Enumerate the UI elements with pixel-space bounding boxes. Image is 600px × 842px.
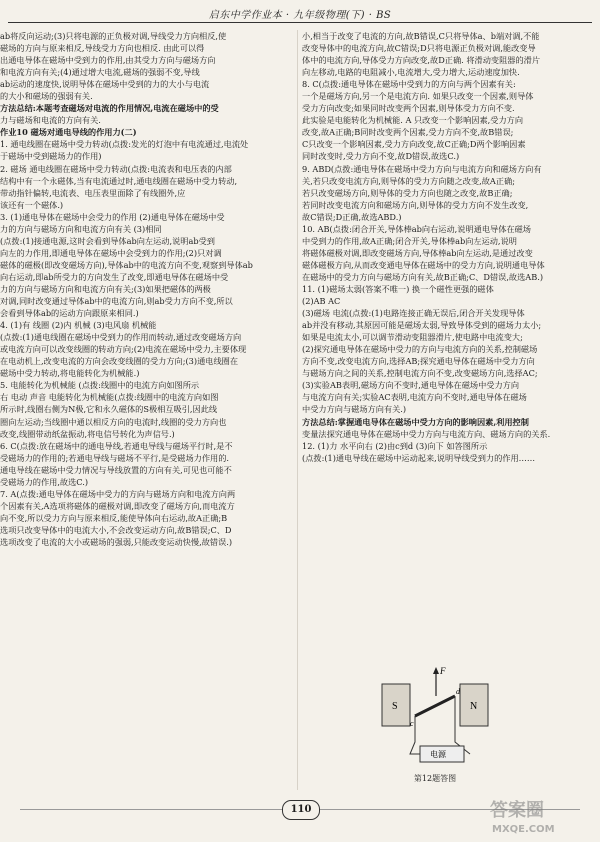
watermark-url: MXQE.COM [492, 824, 555, 835]
text-line: 力的方向与磁场方向和电流方向有关 (3)相同 [0, 223, 162, 234]
label-f: F [440, 666, 446, 676]
text-line: 会看到导体ab的运动方向跟原来相同.) [0, 308, 139, 319]
label-d: d [456, 687, 460, 696]
text-line: 3. (1)通电导体在磁场中会受力的作用 (2)通电导体在磁场中受 [0, 211, 225, 222]
text-line: 中受力方向与磁场方向有关.) [302, 404, 407, 415]
text-line: ab运动的速度快,说明导体在磁场中受到的力的大小与电流 [0, 79, 210, 90]
text-line: 结构中有一个永磁体,当有电流通过时,通电线圈在磁场中受力转动, [0, 175, 238, 186]
text-line: 中受到力的作用,故A正确;闭合开关,导体棒ab向左运动,说明 [302, 235, 517, 246]
text-line: 向左移动,电路的电阻减小,电流增大,受力增大,运动速度加快. [302, 67, 520, 78]
text-line: 该还有一个磁体.) [0, 199, 64, 210]
header-title: 启东中学作业本 · 九年级物理(下) · BS [208, 10, 392, 21]
text-line: 方法总结:掌握通电导体在磁场中受力方向的影响因素,利用控制 [302, 416, 529, 427]
text-line: 所示时,线圈右侧为N极,它和永久磁体的S极相互吸引,因此线 [0, 404, 218, 415]
text-line: 通电导线在磁场中受力情况与导线放置的方向有关,可见也可能不 [0, 464, 232, 475]
text-line: 对调,同时改变通过导体ab中的电流方向,则ab受力方向不变,所以 [0, 296, 233, 307]
page-number: 110 [282, 800, 320, 820]
text-line: 5. 电能转化为机械能 (点拨:线圈中的电流方向如图所示 [0, 380, 200, 391]
text-line: 将磁体磁极对调,即改变磁场方向,导体棒ab向左运动,是通过改变 [302, 247, 533, 258]
text-line: (3)磁场 电流(点拨:(1)电路连接正确无误后,闭合开关发现导体 [302, 308, 525, 319]
text-line: C只改变一个影响因素,受力方向改变,故C正确;D两个影响因素 [302, 139, 526, 150]
label-s: S [392, 701, 398, 712]
figure-caption: 第12题答图 [413, 774, 457, 783]
text-line: 受磁场力的作用的;若通电导线与磁场不平行,是受磁场力作用的. [0, 452, 230, 463]
left-column [0, 30, 292, 548]
text-line: 受磁场力的作用,故选C.) [0, 476, 89, 487]
text-line: 9. ABD(点拨:通电导体在磁场中受力方向与电流方向和磁场方向有 [302, 163, 542, 174]
text-line: 一个是磁场方向,另一个是电流方向. 如果只改变一个因素,则导体 [302, 91, 534, 102]
text-line: 方向不变,改变电流方向,选择AB;探究通电导体在磁场中受力方向 [302, 356, 535, 367]
text-line: 和电流方向有关;(4)通过增大电流,磁场的强弱不变,导线 [0, 67, 200, 78]
text-line: 选项只改变导体中的电流大小,不会改变运动方向,故B错误;C、D [0, 524, 232, 535]
text-line: 磁体磁极方向,从而改变通电导体在磁场中的受力方向,说明通电导体 [302, 259, 545, 270]
text-line: (2)AB AC [302, 296, 341, 307]
text-line: 若只改变磁场方向,则导体的受力方向也随之改变,故B正确; [302, 187, 513, 198]
text-line: 于磁场中受到磁场力的作用) [0, 151, 102, 162]
text-line: 4. (1)有 线圈 (2)内 机械 (3)电风扇 机械能 [0, 320, 157, 331]
text-line: 向不变,所以受力方向与原来相反,能使导体向右运动,故A正确;B [0, 512, 228, 523]
text-line: 磁场的方向与原来相反,导线受力方向也相反. 由此可以得 [0, 43, 205, 54]
text-line: 若同时改变电流方向和磁场方向,则导体的受力方向不发生改变, [302, 199, 529, 210]
magnet-circuit-diagram [360, 662, 510, 772]
text-line: (点拨:(1)通电线圈在磁场中受到力的作用而转动,通过改变磁场方向 [0, 332, 242, 343]
text-line: 受力方向改变;如果同时改变两个因素,则导体受力方向不变. [302, 103, 515, 114]
text-line: (点拨:(1)通电导线在磁场中运动起来,说明导线受到力的作用…… [302, 452, 536, 463]
text-line: 力与磁场和电流的方向有关. [0, 115, 101, 126]
text-line: (3)实验AB表明,磁场方向不变时,通电导体在磁场中受力方向 [302, 380, 520, 391]
text-line: 的大小和磁场的强弱有关. [0, 91, 93, 102]
answer-figure-12 [360, 662, 510, 783]
text-line: 出通电导体在磁场中受到力的作用,由其受力方向与磁场方向 [0, 55, 216, 66]
text-line: 关,若只改变电流方向,则导体的受力方向随之改变,故A正确; [302, 175, 515, 186]
text-line: (2)探究通电导体在磁场中受力的方向与电流方向的关系,控制磁场 [302, 344, 538, 355]
force-arrowhead [433, 667, 439, 674]
text-line: 右 电动 声音 电能转化为机械能(点拨:线圈中的电流方向如图 [0, 392, 219, 403]
text-line: 同时改变时,受力方向不变,故D错误,故选C.) [302, 151, 460, 162]
text-line: 小,相当于改变了电流的方向,故B错误,C只将导体a、b端对调,不能 [302, 31, 540, 41]
text-line: 选项改变了电流的大小或磁场的强弱,只能改变运动快慢,故错误.) [0, 536, 233, 547]
header-rule [8, 22, 592, 23]
text-line: 改变,故A正确;B同时改变两个因素,受力方向不变,故B错误; [302, 127, 514, 138]
text-line: 与磁场方向之间的关系,控制电流方向不变,改变磁场方向,选择AC; [302, 368, 538, 379]
text-line: ab并没有移动,其原因可能是磁场太弱,导致导体受到的磁场力太小; [302, 320, 542, 331]
text-line: 在磁场中的受力方向与磁场方向有关,故B正确;C、D错误,故选AB.) [302, 271, 544, 282]
page-header [0, 0, 600, 26]
text-line: 6. C(点拨:放在磁场中的通电导线,若通电导线与磁场平行时,是不 [0, 440, 233, 451]
text-line: 1. 通电线圈在磁场中受力转动(点拨:发光的灯泡中有电流通过,电流处 [0, 139, 249, 150]
text-line: 8. C(点拨:通电导体在磁场中受到力的方向与两个因素有关: [302, 79, 516, 90]
text-line: 个因素有关,A选项将磁体的磁极对调,即改变了磁场方向,而电流方 [0, 500, 235, 511]
text-line: 7. A(点拨:通电导体在磁场中受力的方向与磁场方向和电流方向两 [0, 488, 236, 499]
text-line: 力的方向与磁场方向和电流方向有关;(3)如果把磁体的两极 [0, 283, 211, 294]
watermark-logo [486, 792, 596, 838]
label-n: N [470, 701, 478, 712]
watermark-text: 答案圈 [490, 800, 544, 821]
text-line: 向左的力作用,即通电导体在磁场中会受到力的作用;(2)只对调 [0, 247, 222, 258]
text-line: 2. 磁场 通电线圈在磁场中受力转动(点拨:电流表和电压表的内部 [0, 163, 232, 174]
text-line: 改变导体中的电流方向,故C错误;D只将电源正负极对调,能改变导 [302, 43, 536, 54]
text-line: 向右运动,即ab所受力的方向发生了改变,即通电导体在磁场中受 [0, 271, 229, 282]
conductor-rod [415, 696, 455, 716]
text-line: 10. AB(点拨:闭合开关,导体棒ab向右运动,说明通电导体在磁场 [302, 223, 531, 234]
label-c: c [410, 719, 414, 728]
text-line: (点拨:(1)接通电源,这时会看到导体ab向左运动,说明ab受到 [0, 235, 215, 246]
text-line: ab将反向运动;(3)只将电源的正负极对调,导线受力方向相反,使 [0, 31, 227, 41]
text-line: 圈向左运动;当线圈中通以相反方向的电流时,线圈的受力方向也 [0, 416, 227, 427]
text-line: 12. (1)力 水平向右 (2)由c到d (3)向下 如答图所示 [302, 440, 488, 451]
text-line: 改变,线圈带动纸盆振动,将电信号转化为声信号.) [0, 428, 175, 439]
text-line: 在电动机上,改变电流的方向会改变线圈的受力方向;(3)通电线圈在 [0, 356, 239, 367]
text-line: 磁体的磁极(即改变磁场方向),导体ab中的电流方向不变,观察到导体ab [0, 259, 253, 270]
text-line: 如果是电流太小,可以调节滑动变阻器滑片,使电路中电流变大; [302, 332, 523, 343]
text-line: 带动指针偏转,电流表、电压表里面除了有线圈外,应 [0, 187, 186, 198]
column-divider [297, 30, 298, 790]
text-line: 与电流方向有关;实验AC表明,电流方向不变时,通电导体在磁场 [302, 392, 527, 403]
text-line: 磁场中受力转动,将电能转化为机械能.) [0, 368, 140, 379]
text-line: 11. (1)磁场太弱(答案不唯一) 换一个磁性更强的磁体 [302, 283, 494, 294]
text-line: 作业10 磁场对通电导线的作用力(二) [0, 127, 137, 138]
label-power: 电源 [430, 750, 446, 759]
text-line: 体中的电流方向,导体受力方向改变,故D正确. 将滑动变阻器的滑片 [302, 55, 541, 66]
right-column [302, 30, 594, 464]
text-line: 故C错误;D正确,故选ABD.) [302, 211, 402, 222]
text-line: 变量法探究通电导体在磁场中受力方向与电流方向、磁场方向的关系. [302, 428, 551, 439]
text-line: 或电流方向可以改变线圈的转动方向;(2)电流在磁场中受力,主要体现 [0, 344, 247, 355]
text-line: 方法总结:本题考查磁场对电流的作用情况,电流在磁场中的受 [0, 103, 219, 114]
text-line: 此实验是电能转化为机械能. A 只改变一个影响因素,受力方向 [302, 115, 524, 126]
